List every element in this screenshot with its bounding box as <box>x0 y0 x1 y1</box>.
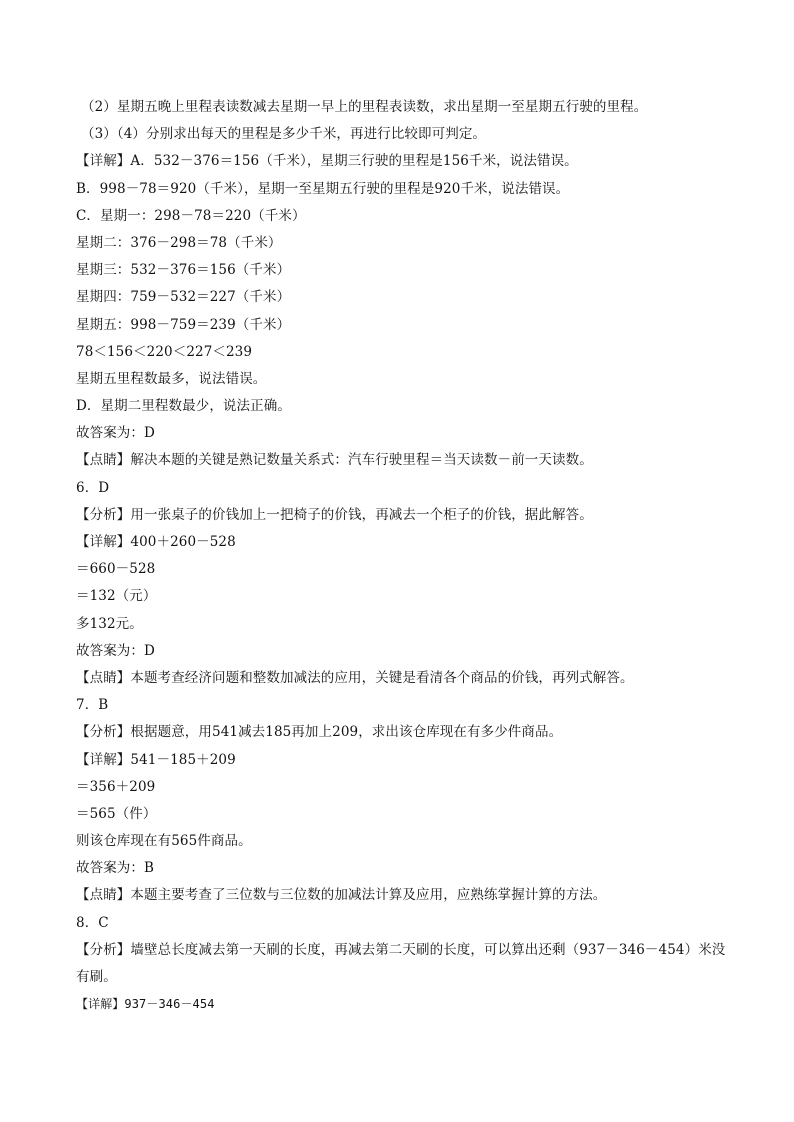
text-line: 【点睛】本题考查经济问题和整数加减法的应用，关键是看清各个商品的价钱，再列式解答。 <box>76 669 634 686</box>
question-number: 8．C <box>76 914 109 931</box>
text-line: 故答案为：B <box>76 860 155 877</box>
text-line: 【详解】A．532－376＝156（千米），星期三行驶的里程是156千米，说法错误。 <box>76 153 578 170</box>
text-line: 多132元。 <box>76 615 143 632</box>
text-line: 则该仓库现在有565件商品。 <box>76 833 252 850</box>
text-line: 星期二：376－298＝78（千米） <box>76 234 282 251</box>
text-line: 有刷。 <box>76 969 117 985</box>
text-line: 星期四：759－532＝227（千米） <box>76 289 291 306</box>
text-line: ＝132（元） <box>76 588 157 605</box>
text-line: 故答案为：D <box>76 642 155 659</box>
text-line: 故答案为：D <box>76 425 155 442</box>
text-line: D．星期二里程数最少，说法正确。 <box>76 398 291 415</box>
text-line: 【分析】用一张桌子的价钱加上一把椅子的价钱，再减去一个柜子的价钱，据此解答。 <box>76 506 593 523</box>
text-line: 【分析】根据题意，用541减去185再加上209，求出该仓库现在有多少件商品。 <box>76 724 563 741</box>
text-line: 星期五：998－759＝239（千米） <box>76 316 291 333</box>
text-line: C．星期一：298－78＝220（千米） <box>76 207 306 224</box>
text-line: 星期五里程数最多，说法错误。 <box>76 370 267 387</box>
text-line: （2）星期五晚上里程表读数减去星期一早上的里程表读数，求出星期一至星期五行驶的里程。 <box>81 99 648 115</box>
text-line: 【详解】937－346－454 <box>76 997 215 1012</box>
text-line: （3）（4）分别求出每天的里程是多少千米，再进行比较即可判定。 <box>81 126 487 143</box>
text-line: B．998－78＝920（千米），星期一至星期五行驶的里程是920千米，说法错误。 <box>76 180 570 197</box>
text-line: ＝565（件） <box>76 805 157 822</box>
question-number: 7．B <box>76 697 109 714</box>
text-line: 【详解】541－185＋209 <box>76 751 236 768</box>
question-number: 6．D <box>76 479 110 496</box>
text-line: 【详解】400＋260－528 <box>76 534 236 550</box>
text-line: ＝356＋209 <box>76 778 156 795</box>
text-line: 星期三：532－376＝156（千米） <box>76 262 291 279</box>
text-line: 78＜156＜220＜227＜239 <box>76 343 253 360</box>
solution-text <box>76 94 736 1018</box>
text-line: 【分析】墙壁总长度减去第一天刷的长度，再减去第二天刷的长度，可以算出还剩（937－346－454）米没 <box>76 941 726 958</box>
text-line: 【点睛】本题主要考查了三位数与三位数的加减法计算及应用，应熟练掌握计算的方法。 <box>76 887 607 904</box>
text-line: 【点睛】解决本题的关键是熟记数量关系式：汽车行驶里程＝当天读数－前一天读数。 <box>76 452 593 469</box>
text-line: ＝660－528 <box>76 561 156 578</box>
